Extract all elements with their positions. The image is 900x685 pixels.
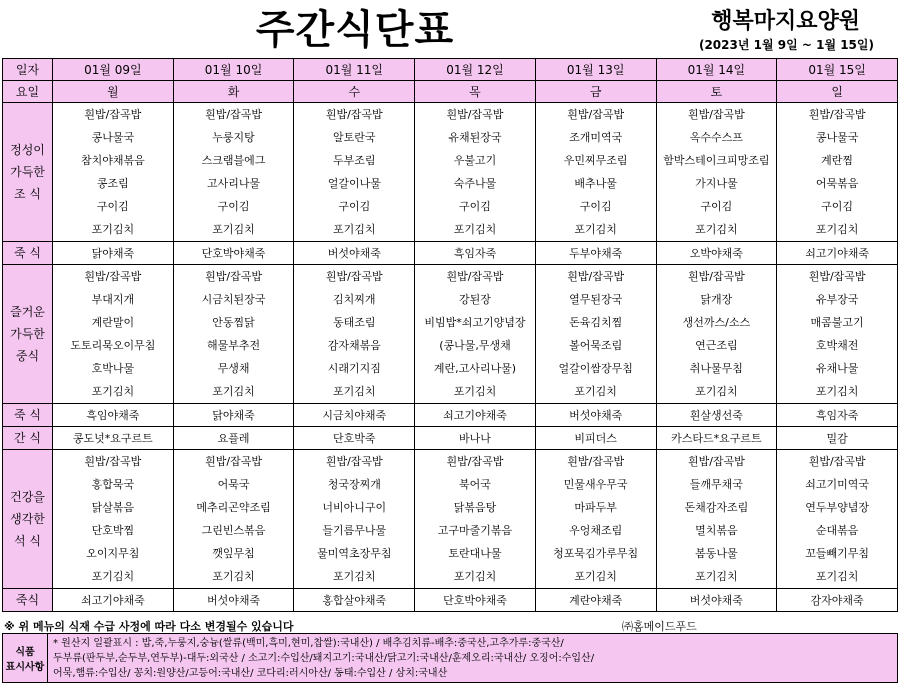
menu-item: 메추리곤약조림 <box>196 501 271 514</box>
snack-cell: 비피더스 <box>535 427 656 450</box>
menu-item: 포기김치 <box>91 570 135 583</box>
menu-item: 포기김치 <box>212 223 255 236</box>
menu-item: 유부장국 <box>815 293 859 306</box>
menu-item: 포기김치 <box>91 223 135 236</box>
menu-item: 숙주나물 <box>453 177 497 190</box>
menu-item: 가지나물 <box>695 177 738 190</box>
menu-item: 흰밥/잡곡밥 <box>446 455 504 468</box>
date-cell: 01월 12일 <box>415 59 536 81</box>
lunch-label-line: 즐거운 <box>10 305 45 319</box>
menu-item: 그린빈스볶음 <box>201 524 266 537</box>
dinner-label-line: 건강을 <box>10 490 45 504</box>
dinner-cell <box>294 450 415 589</box>
menu-item: 흰밥/잡곡밥 <box>567 270 625 283</box>
menu-item: 연두부양념장 <box>805 501 869 514</box>
menu-item: 흰밥/잡곡밥 <box>205 108 262 121</box>
menu-item: 흰밥/잡곡밥 <box>808 270 866 283</box>
menu-item: 흰밥/잡곡밥 <box>84 108 142 121</box>
menu-item: 포기김치 <box>212 385 255 398</box>
organization-name: 행복마지요양원 <box>711 9 860 34</box>
menu-item: 흰밥/잡곡밥 <box>687 108 745 121</box>
menu-item: 순대볶음 <box>815 524 859 537</box>
porridge-morning-cell: 두부야채죽 <box>535 242 656 265</box>
menu-item: 콩나물국 <box>815 131 859 144</box>
menu-item: 시래기지짐 <box>327 362 381 375</box>
menu-item: 흰밥/잡곡밥 <box>808 455 866 468</box>
menu-item: 볼어묵조림 <box>569 339 623 352</box>
menu-item: 부대지개 <box>91 293 135 306</box>
menu-item: 포기김치 <box>695 570 738 583</box>
day-cell: 화 <box>173 81 294 103</box>
menu-item: 포기김치 <box>212 570 255 583</box>
dinner-cell <box>656 450 777 589</box>
change-notice: ※ 위 메뉴의 식재 수급 사정에 따라 다소 변경될수 있습니다 <box>4 620 294 633</box>
menu-item: 우불고기 <box>453 154 497 167</box>
menu-item: 구이김 <box>96 200 129 213</box>
dinner-cell <box>173 450 294 589</box>
snack-cell: 카스타드*요구르트 <box>656 427 777 450</box>
day-cell: 금 <box>535 81 656 103</box>
date-cell: 01월 14일 <box>656 59 777 81</box>
menu-item: 포기김치 <box>815 570 859 583</box>
menu-item: 흰밥/잡곡밥 <box>325 108 383 121</box>
menu-item: 고사리나물 <box>206 177 261 190</box>
menu-item: 돈육김치찜 <box>569 316 623 329</box>
menu-item: 북어국 <box>459 478 491 491</box>
dinner-cell <box>777 450 898 589</box>
porridge-morning-cell: 오박야채죽 <box>656 242 777 265</box>
porridge-morning-cell: 버섯야채죽 <box>294 242 415 265</box>
origin-label-line: 식품 <box>15 647 35 658</box>
porridge-noon-cell: 흰살생선죽 <box>656 404 777 427</box>
menu-item: 쇠고기미역국 <box>805 478 869 491</box>
snack-label: 간 식 <box>3 427 53 450</box>
breakfast-cell <box>777 103 898 242</box>
menu-item: 유채나물 <box>815 362 859 375</box>
menu-item: 알토란국 <box>333 131 376 144</box>
lunch-cell <box>777 265 898 404</box>
menu-item: 계란,고사리나물) <box>433 362 517 375</box>
menu-item: 흰밥/잡곡밥 <box>325 455 383 468</box>
menu-item: 강된장 <box>459 293 491 306</box>
date-row <box>3 59 898 81</box>
menu-item: 열무된장국 <box>569 293 623 306</box>
dinner-label <box>3 450 53 589</box>
menu-item: 포기김치 <box>333 223 376 236</box>
breakfast-label-line: 가득한 <box>10 165 45 179</box>
menu-item: 구이김 <box>217 200 250 213</box>
lunch-cell <box>294 265 415 404</box>
origin-line: * 원산지 일괄표시 : 밥,죽,누룽지,숭늉(쌀류(백미,흑미,현미,찹쌀):국내산) / 배추김치류-배추:중국산,고추가루:중국산/ <box>53 638 564 649</box>
menu-item: 유채된장국 <box>448 131 502 144</box>
porridge-morning-label: 죽 식 <box>3 242 53 265</box>
menu-item: 흰밥/잡곡밥 <box>567 108 625 121</box>
menu-item: 깻잎무침 <box>212 547 255 560</box>
lunch-label-line: 가득한 <box>10 327 45 341</box>
origin-text <box>53 636 893 681</box>
menu-item: 고구마줄기볶음 <box>437 524 513 537</box>
porridge-morning-cell: 단호박야채죽 <box>173 242 294 265</box>
menu-item: 꼬들빼기무침 <box>805 547 869 560</box>
snack-cell: 단호박죽 <box>294 427 415 450</box>
menu-item: 계란말이 <box>91 316 135 329</box>
menu-item: 콩조림 <box>96 177 129 190</box>
lunch-cell <box>535 265 656 404</box>
food-origin-box <box>2 633 898 683</box>
menu-item: 콩나물국 <box>91 131 135 144</box>
lunch-cell <box>53 265 174 404</box>
menu-item: 청포묵김가루무침 <box>553 547 639 560</box>
breakfast-label-line: 정성이 <box>10 143 45 157</box>
menu-item: 포기김치 <box>695 385 738 398</box>
menu-item: 닭개장 <box>700 293 733 306</box>
menu-item: 구이김 <box>700 200 733 213</box>
porridge-morning-cell: 닭야채죽 <box>53 242 174 265</box>
porridge-morning-cell: 쇠고기야채죽 <box>777 242 898 265</box>
menu-item: 포기김치 <box>815 223 859 236</box>
menu-item: 배추나물 <box>574 177 617 190</box>
menu-item: 구이김 <box>821 200 854 213</box>
menu-item: 어묵국 <box>217 478 250 491</box>
porridge-noon-cell: 쇠고기야채죽 <box>415 404 536 427</box>
porridge-evening-label: 죽식 <box>3 589 53 612</box>
menu-item: 누룽지탕 <box>212 131 255 144</box>
menu-item: 우엉채조림 <box>569 524 623 537</box>
menu-item: 흰밥/잡곡밥 <box>446 108 504 121</box>
porridge-evening-cell: 쇠고기야채죽 <box>53 589 174 612</box>
menu-item: 청국장찌개 <box>327 478 381 491</box>
menu-item: 포기김치 <box>333 570 376 583</box>
menu-item: 포기김치 <box>574 223 617 236</box>
breakfast-label <box>3 103 53 242</box>
snack-cell: 바나나 <box>415 427 536 450</box>
porridge-evening-cell: 계란야채죽 <box>535 589 656 612</box>
menu-item: 해물부추전 <box>206 339 261 352</box>
porridge-morning-cell: 흑임자죽 <box>415 242 536 265</box>
menu-item: 물미역초장무침 <box>317 547 392 560</box>
menu-item: 얼갈이쌈장무침 <box>558 362 633 375</box>
porridge-noon-cell: 시금치야채죽 <box>294 404 415 427</box>
menu-item: 취나물무침 <box>689 362 743 375</box>
porridge-evening-cell: 버섯야채죽 <box>656 589 777 612</box>
menu-item: 포기김치 <box>574 570 617 583</box>
origin-label <box>3 634 48 682</box>
menu-period: (2023년 1월 9일 ~ 1월 15일) <box>698 38 874 52</box>
breakfast-cell <box>535 103 656 242</box>
dinner-label-line: 생각한 <box>10 512 45 526</box>
dinner-label-line: 석 식 <box>14 534 41 548</box>
menu-item: 마파두부 <box>574 501 617 514</box>
menu-item: 생선까스/소스 <box>682 316 751 329</box>
menu-item: 김치찌개 <box>333 293 376 306</box>
snack-cell: 요플레 <box>173 427 294 450</box>
snack-cell: 콩도넛*요구르트 <box>53 427 174 450</box>
origin-line: 두부류(판두부,순두부,연두부)-대두:외국산 / 소고기:수입산/돼지고기:국내산/닭고기:국내산/훈제오리:국내산/ 오징어:수입산/ <box>53 653 595 664</box>
menu-item: 봄동나물 <box>695 547 738 560</box>
menu-item: 포기김치 <box>91 385 135 398</box>
menu-item: 포기김치 <box>453 223 497 236</box>
day-cell: 토 <box>656 81 777 103</box>
menu-item: 구이김 <box>338 200 371 213</box>
menu-item: 비빔밥*쇠고기양념장 <box>424 316 526 329</box>
menu-item: 무생채 <box>217 362 250 375</box>
lunch-row <box>3 265 898 404</box>
origin-line: 어묵,햄류:수입산/ 꽁치:원양산/고등어:국내산/ 코다리:러시아산/ 동태:수입산 / 삼치:국내산 <box>53 668 448 679</box>
page-title: 주간식단표 <box>255 7 455 53</box>
menu-item: 연근조림 <box>695 339 738 352</box>
menu-item: 오이지무침 <box>86 547 140 560</box>
snack-row <box>3 427 898 450</box>
menu-item: 어묵볶음 <box>815 177 859 190</box>
porridge-noon-row <box>3 404 898 427</box>
menu-item: 매콤불고기 <box>810 316 864 329</box>
porridge-evening-row <box>3 589 898 612</box>
porridge-evening-cell: 감자야채죽 <box>777 589 898 612</box>
snack-cell: 밀감 <box>777 427 898 450</box>
date-cell: 01월 11일 <box>294 59 415 81</box>
breakfast-cell <box>173 103 294 242</box>
lunch-cell <box>173 265 294 404</box>
menu-item: 계란찜 <box>821 154 854 167</box>
breakfast-label-line: 조 식 <box>14 187 41 201</box>
menu-item: 토란대나물 <box>448 547 502 560</box>
porridge-morning-row <box>3 242 898 265</box>
menu-item: 단호박찜 <box>91 524 135 537</box>
menu-item: 흰밥/잡곡밥 <box>687 270 745 283</box>
breakfast-cell <box>656 103 777 242</box>
menu-item: 스크램블에그 <box>201 154 266 167</box>
menu-item: 포기김치 <box>453 570 497 583</box>
menu-item: 호박나물 <box>91 362 135 375</box>
date-cell: 01월 10일 <box>173 59 294 81</box>
menu-item: 흰밥/잡곡밥 <box>84 270 142 283</box>
menu-item: (콩나물,무생채 <box>439 339 511 352</box>
porridge-evening-cell: 홍합살야채죽 <box>294 589 415 612</box>
origin-label-line: 표시사항 <box>5 662 45 673</box>
menu-item: 돈채감자조림 <box>684 501 749 514</box>
menu-item: 도토리묵오이무침 <box>70 339 156 352</box>
dinner-cell <box>415 450 536 589</box>
menu-item: 호박채전 <box>815 339 859 352</box>
menu-item: 안동찜닭 <box>212 316 255 329</box>
menu-item: 조개미역국 <box>569 131 623 144</box>
menu-item: 동태조림 <box>333 316 376 329</box>
dinner-row <box>3 450 898 589</box>
porridge-evening-cell: 버섯야채죽 <box>173 589 294 612</box>
day-cell: 월 <box>53 81 174 103</box>
day-label: 요일 <box>3 81 53 103</box>
menu-item: 구이김 <box>459 200 491 213</box>
menu-item: 시금치된장국 <box>201 293 266 306</box>
dinner-cell <box>53 450 174 589</box>
date-label: 일자 <box>3 59 53 81</box>
date-cell: 01월 15일 <box>777 59 898 81</box>
menu-item: 흰밥/잡곡밥 <box>325 270 383 283</box>
date-cell: 01월 09일 <box>53 59 174 81</box>
menu-item: 홍합묵국 <box>91 478 135 491</box>
menu-item: 흰밥/잡곡밥 <box>446 270 504 283</box>
supplier-name: ㈜홈메이드푸드 <box>622 620 697 633</box>
day-row <box>3 81 898 103</box>
menu-item: 감자채볶음 <box>327 339 381 352</box>
dinner-cell <box>535 450 656 589</box>
menu-item: 들깨무채국 <box>689 478 743 491</box>
menu-item: 흰밥/잡곡밥 <box>567 455 625 468</box>
menu-item: 너비아니구이 <box>322 501 387 514</box>
menu-item: 닭살볶음 <box>91 501 135 514</box>
menu-item: 구이김 <box>579 200 612 213</box>
porridge-noon-label: 죽 식 <box>3 404 53 427</box>
porridge-evening-cell: 단호박야채죽 <box>415 589 536 612</box>
breakfast-cell <box>415 103 536 242</box>
menu-item: 포기김치 <box>695 223 738 236</box>
porridge-noon-cell: 버섯야채죽 <box>535 404 656 427</box>
menu-item: 들기름무나물 <box>322 524 387 537</box>
porridge-noon-cell: 흑임자죽 <box>777 404 898 427</box>
porridge-noon-cell: 닭야채죽 <box>173 404 294 427</box>
menu-item: 포기김치 <box>815 385 859 398</box>
lunch-label <box>3 265 53 404</box>
breakfast-cell <box>53 103 174 242</box>
menu-item: 포기김치 <box>453 385 497 398</box>
weekly-menu-table <box>2 58 898 612</box>
menu-item: 흰밥/잡곡밥 <box>808 108 866 121</box>
menu-item: 참치야채볶음 <box>80 154 145 167</box>
menu-item: 흰밥/잡곡밥 <box>84 455 142 468</box>
breakfast-row <box>3 103 898 242</box>
menu-item: 포기김치 <box>574 385 617 398</box>
menu-item: 두부조림 <box>333 154 376 167</box>
menu-item: 닭볶음탕 <box>453 501 497 514</box>
menu-item: 옥수수스프 <box>689 131 743 144</box>
menu-item: 포기김치 <box>333 385 376 398</box>
day-cell: 수 <box>294 81 415 103</box>
menu-item: 멸치볶음 <box>695 524 738 537</box>
lunch-cell <box>656 265 777 404</box>
date-cell: 01월 13일 <box>535 59 656 81</box>
day-cell: 목 <box>415 81 536 103</box>
menu-item: 흰밥/잡곡밥 <box>205 455 262 468</box>
menu-item: 얼갈이나물 <box>327 177 381 190</box>
breakfast-cell <box>294 103 415 242</box>
menu-item: 흰밥/잡곡밥 <box>205 270 262 283</box>
day-cell: 일 <box>777 81 898 103</box>
porridge-noon-cell: 흑임야채죽 <box>53 404 174 427</box>
lunch-label-line: 중식 <box>15 349 40 363</box>
menu-item: 함박스테이크피망조림 <box>663 154 770 167</box>
menu-item: 민물새우무국 <box>563 478 628 491</box>
lunch-cell <box>415 265 536 404</box>
menu-item: 흰밥/잡곡밥 <box>687 455 745 468</box>
menu-item: 우민찌무조림 <box>563 154 628 167</box>
